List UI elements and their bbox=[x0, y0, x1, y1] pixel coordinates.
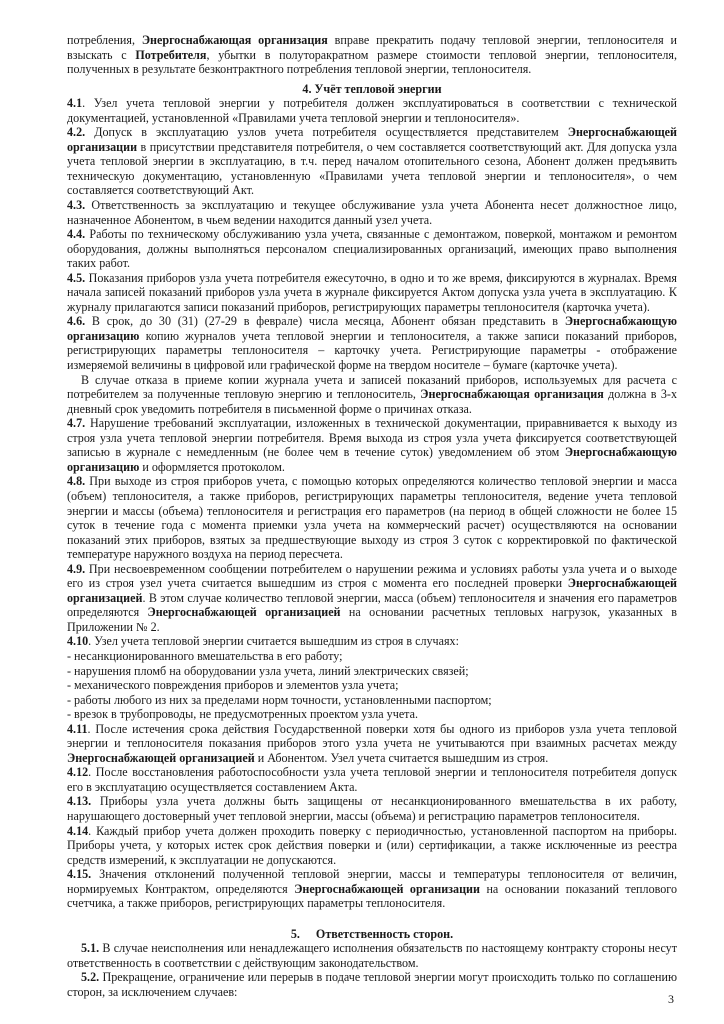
clause-number: 4.2. bbox=[67, 125, 86, 140]
intro-paragraph: потребления, Энергоснабжающая организация вправе прекратить подачу тепловой энергии, теплоносителя и взыскать с Потребителя, убытки в полуторакратном размере стоимости тепловой энергии, теплоносителя, полученных в результате безконтрактного потребления тепловой энергии, теплоносителя. bbox=[67, 33, 678, 77]
clause-4-4: 4.4. Работы по техническому обслуживанию узла учета, связанные с демонтажом, поверкой, монтажом и ремонтом оборудования, должны выполняться персоналом специализированных организаций, имеющих право выполнения таких работ. bbox=[67, 227, 677, 271]
clause-5-1: 5.1. В случае неисполнения или ненадлежащего исполнения обязательств по настоящему контракту стороны несут ответственность в соответствии с действующим законодательством. bbox=[67, 941, 677, 970]
section-5-heading bbox=[67, 927, 677, 942]
clause-number: 4.5. bbox=[67, 270, 86, 285]
clause-number: 4.13. bbox=[67, 794, 92, 809]
clause-number: 4.1 bbox=[67, 96, 83, 111]
clause-number: 4.12 bbox=[67, 765, 89, 780]
clause-number: 5.1. bbox=[81, 941, 100, 956]
document-page bbox=[67, 33, 677, 1000]
bold-term: Энергоснабжающую организацию bbox=[67, 445, 677, 474]
clause-number: 4.9. bbox=[67, 561, 86, 576]
clause-number: 4.15. bbox=[67, 867, 92, 882]
bold-term: Энергоснабжающей организацией bbox=[147, 605, 341, 620]
clause-4-9: 4.9. При несвоевременном сообщении потребителем о нарушении режима и условиях работы узла учета и о выходе его из строя узел учета считается вышедшим из строя с момента его последней проверки Энергоснабжающей организацией. В этом случае количество тепловой энергии, масса (объем) теплоносителя и значения его параметров определяются Энергоснабжающей организацией на основании расчетных тепловых нагрузок, указанных в Приложении № 2. bbox=[67, 561, 677, 634]
clause-number: 5.2. bbox=[81, 970, 100, 985]
bold-term: Энергоснабжающей организации bbox=[67, 125, 677, 154]
section-number: 5. bbox=[290, 926, 300, 941]
clause-4-3: 4.3. Ответственность за эксплуатацию и текущее обслуживание узла учета Абонента несет должностное лицо, назначенное Абонентом, в чьем ведении находится данный узел учета. bbox=[67, 198, 677, 227]
list-item: - механического повреждения приборов и элементов узла учета; bbox=[67, 678, 399, 693]
clause-number: 4.11 bbox=[67, 721, 88, 736]
list-item: - нарушения пломб на оборудовании узла учета, линий электрических связей; bbox=[67, 663, 469, 678]
clause-4-1: 4.1. Узел учета тепловой энергии у потребителя должен эксплуатироваться в соответствии с технической документацией, установленной «Правилами учета тепловой энергии и теплоносителя». bbox=[67, 96, 677, 125]
clause-4-14: 4.14. Каждый прибор учета должен проходить поверку с периодичностью, установленной паспортом на приборы. Приборы учета, у которых истек срок действия поверки и (или) сертификации, а также исключенные из реестра средств измерений, к эксплуатации не допускаются. bbox=[67, 823, 677, 867]
bold-term: Энергоснабжающей организацией bbox=[67, 576, 677, 605]
bold-term: Потребителя bbox=[135, 47, 207, 62]
clause-4-12: 4.12. После восстановления работоспособности узла учета тепловой энергии и теплоносителя потребителя допуск его в эксплуатацию осуществляется составлением Акта. bbox=[67, 765, 677, 794]
section-4-heading: 4. Учёт тепловой энергии bbox=[302, 81, 442, 96]
clause-number: 4.8. bbox=[67, 474, 86, 489]
bold-term: Энергоснабжающей организацией bbox=[67, 750, 255, 765]
clause-4-7: 4.7. Нарушение требований эксплуатации, изложенных в технической документации, приравнивается к выходу из строя узла учета тепловой энергии потребителя. Время выхода из строя узла учета фиксируется соответствующей записью в журнале с немедленным (не более чем в течение суток) уведомлением об этом Энергоснабжающую организацию и оформляется протоколом. bbox=[67, 416, 677, 474]
clause-4-8: 4.8. При выходе из строя приборов учета, с помощью которых определяются количество тепловой энергии и масса (объем) теплоносителя, а также приборов, регистрирующих параметры теплоносителя, ведение учета тепловой энергии и массы (объема) теплоносителя и регистрация его параметров (на период в общей сложности не более 15 суток в течение года с момента приемки узла учета на коммерческий расчет) осуществляются на основании показаний этих приборов, взятых за предшествующие выходу из строя 3 суток с корректировкой по фактической температуре наружного воздуха на период пересчета. bbox=[67, 474, 677, 562]
bold-term: Энергоснабжающая организация bbox=[420, 387, 604, 402]
clause-4-6: 4.6. В срок, до 30 (31) (27-29 в феврале) числа месяца, Абонент обязан представить в Энергоснабжающую организацию копию журналов учета тепловой энергии и теплоносителя, а также записи показаний приборов, регистрирующих параметры теплоносителя – карточку учета. Регистрирующие параметры - отображение измеряемой величины в цифровой или графической форме на твердом носителе – бумаге (карточке учета). bbox=[67, 314, 677, 373]
bold-term: Энергоснабжающая организация bbox=[141, 33, 328, 47]
clause-4-11: 4.11. После истечения срока действия Государственной поверки хотя бы одного из приборов узла учета тепловой энергии и теплоносителя показания приборов этого узла учета не учитываются при взаимных расчетах между Энергоснабжающей организацией и Абонентом. Узел учета считается вышедшим из строя. bbox=[67, 721, 677, 765]
list-item: - несанкционированного вмешательства в его работу; bbox=[67, 648, 343, 663]
page-number: 3 bbox=[668, 992, 674, 1006]
list-item: - врезок в трубопроводы, не предусмотренных проектом узла учета. bbox=[67, 707, 419, 722]
clause-4-6-continuation: В случае отказа в приеме копии журнала учета и записей показаний приборов, используемых для расчета с потребителем за полученные тепловую энергию и теплоноситель, Энергоснабжающая организация должна в 3-х дневный срок уведомить потребителя в письменной форме о причинах отказа. bbox=[67, 372, 677, 416]
clause-number: 4.7. bbox=[67, 416, 86, 431]
clause-number: 4.10 bbox=[67, 634, 89, 649]
clause-4-13: 4.13. Приборы узла учета должны быть защищены от несанкционированного вмешательства в их работу, нарушающего достоверный учет тепловой энергии, массы (объема) и регистрацию параметров теплоносителя. bbox=[67, 794, 677, 823]
clause-5-2: 5.2. Прекращение, ограничение или перерыв в подаче тепловой энергии могут происходить только по соглашению сторон, за исключением случаев: bbox=[67, 970, 677, 999]
bold-term: Энергоснабжающей организации bbox=[294, 881, 480, 896]
list-item: - работы любого из них за пределами норм точности, установленными паспортом; bbox=[67, 692, 492, 707]
clause-4-15: 4.15. Значения отклонений полученной тепловой энергии, массы и температуры теплоносителя от величин, нормируемых Контрактом, определяются Энергоснабжающей организации на основании показаний теплового счетчика, а также приборов, регистрирующих параметры теплоносителя. bbox=[67, 867, 677, 911]
bold-term: Энергоснабжающую организацию bbox=[67, 314, 677, 343]
clause-4-5: 4.5. Показания приборов узла учета потребителя ежесуточно, в одно и то же время, фиксируются в журналах. Время начала записей показаний приборов узла учета в журнале фиксируется Актом допуска узла учета в эксплуатацию. К журналу прилагаются записи показаний приборов, регистрирующих параметры теплоносителя (карточка учета). bbox=[67, 270, 677, 314]
clause-4-2: 4.2. Допуск в эксплуатацию узлов учета потребителя осуществляется представителем Энергоснабжающей организации в присутствии представителя потребителя, о чем составляется соответствующий акт. Для допуска узла учета тепловой энергии в эксплуатацию, в т.ч. перед началом отопительного сезона, Абонент должен предъявить техническую документацию, установленную «Правилами учета тепловой энергии и теплоносителя», о чем составляется соответствующий Акт. bbox=[67, 125, 677, 198]
clause-number: 4.3. bbox=[67, 198, 86, 213]
clause-4-10: 4.10. Узел учета тепловой энергии считается вышедшим из строя в случаях: bbox=[67, 634, 459, 649]
section-title: Ответственность сторон. bbox=[315, 926, 454, 941]
clause-number: 4.14 bbox=[67, 823, 89, 838]
clause-number: 4.6. bbox=[67, 314, 86, 329]
clause-number: 4.4. bbox=[67, 227, 86, 242]
